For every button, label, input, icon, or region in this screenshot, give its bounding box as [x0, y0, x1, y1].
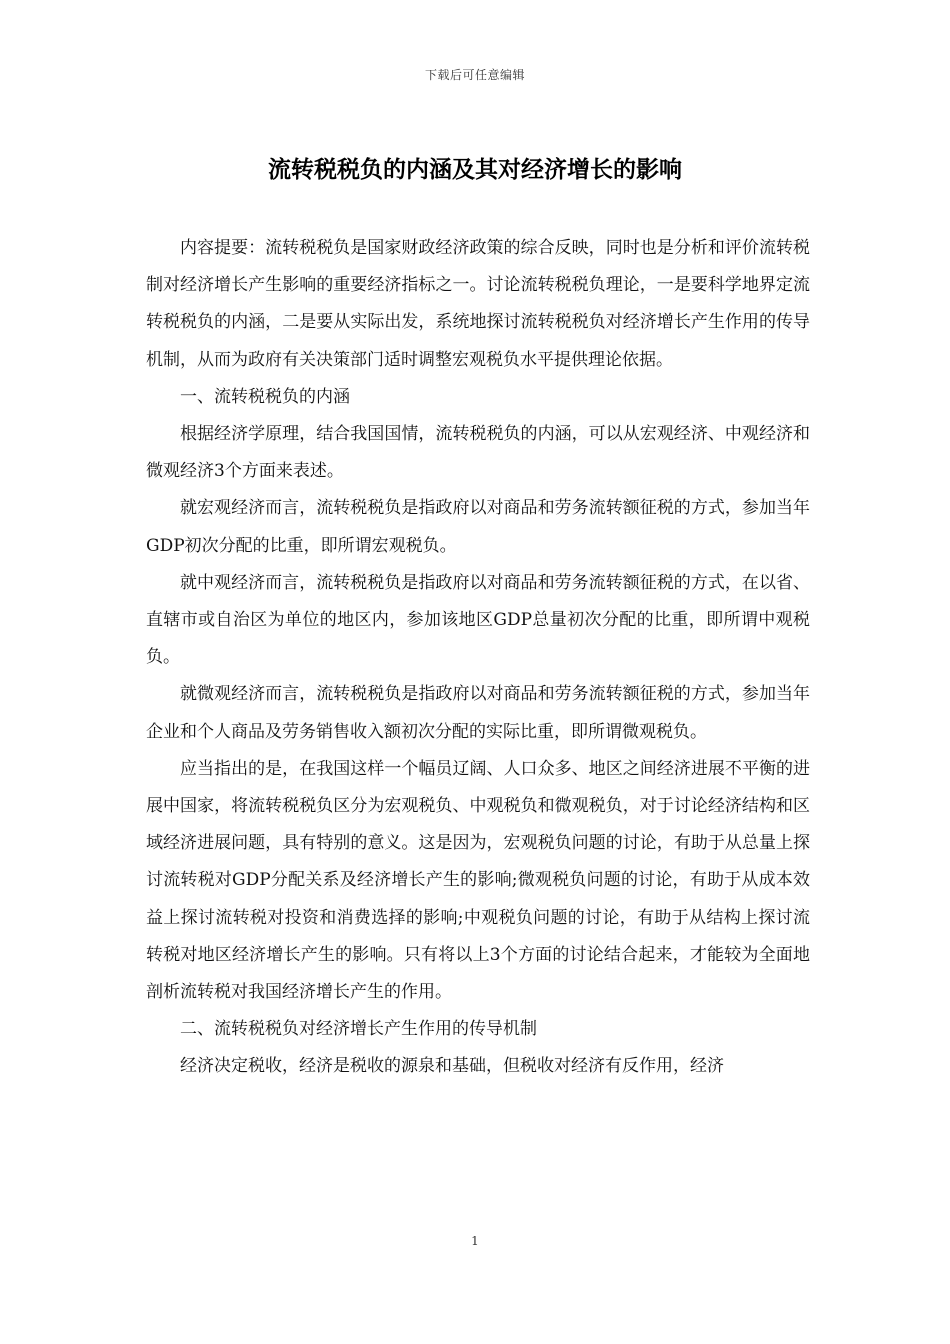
body-paragraph: 就中观经济而言，流转税税负是指政府以对商品和劳务流转额征税的方式，在以省、直辖市或自治区为单位的地区内，参加该地区GDP总量初次分配的比重，即所谓中观税负。 — [146, 572, 810, 668]
abstract-paragraph: 内容提要：流转税税负是国家财政经济政策的综合反映，同时也是分析和评价流转税制对经济增长产生影响的重要经济指标之一。讨论流转税税负理论，一是要科学地界定流转税税负的内涵，二是要从实际出发，系统地探讨流转税税负对经济增长产生作用的传导机制，从而为政府有关决策部门适时调整宏观税负水平提供理论依据。 — [146, 238, 810, 370]
section-heading-1: 一、流转税税负的内涵 — [180, 386, 350, 407]
section-heading-2: 二、流转税税负对经济增长产生作用的传导机制 — [180, 1019, 537, 1040]
document-body — [146, 230, 810, 1086]
header-note: 下载后可任意编辑 — [424, 68, 525, 82]
document-title: 流转税税负的内涵及其对经济增长的影响 — [268, 156, 682, 183]
body-paragraph: 就微观经济而言，流转税税负是指政府以对商品和劳务流转额征税的方式，参加当年企业和个人商品及劳务销售收入额初次分配的实际比重，即所谓微观税负。 — [146, 684, 810, 742]
body-paragraph: 应当指出的是，在我国这样一个幅员辽阔、人口众多、地区之间经济进展不平衡的进展中国家，将流转税税负区分为宏观税负、中观税负和微观税负，对于讨论经济结构和区域经济进展问题，具有特别的意义。这是因为，宏观税负问题的讨论，有助于从总量上探讨流转税对GDP分配关系及经济增长产生的影响;微观税负问题的讨论，有助于从成本效益上探讨流转税对投资和消费选择的影响;中观税负问题的讨论，有助于从结构上探讨流转税对地区经济增长产生的影响。只有将以上3个方面的讨论结合起来，才能较为全面地剖析流转税对我国经济增长产生的作用。 — [146, 758, 810, 1003]
body-paragraph: 就宏观经济而言，流转税税负是指政府以对商品和劳务流转额征税的方式，参加当年GDP初次分配的比重，即所谓宏观税负。 — [146, 498, 810, 556]
body-paragraph: 经济决定税收，经济是税收的源泉和基础，但税收对经济有反作用，经济 — [180, 1056, 724, 1077]
page-number: 1 — [471, 1234, 479, 1248]
body-paragraph: 根据经济学原理，结合我国国情，流转税税负的内涵，可以从宏观经济、中观经济和微观经济3个方面来表述。 — [146, 424, 810, 482]
